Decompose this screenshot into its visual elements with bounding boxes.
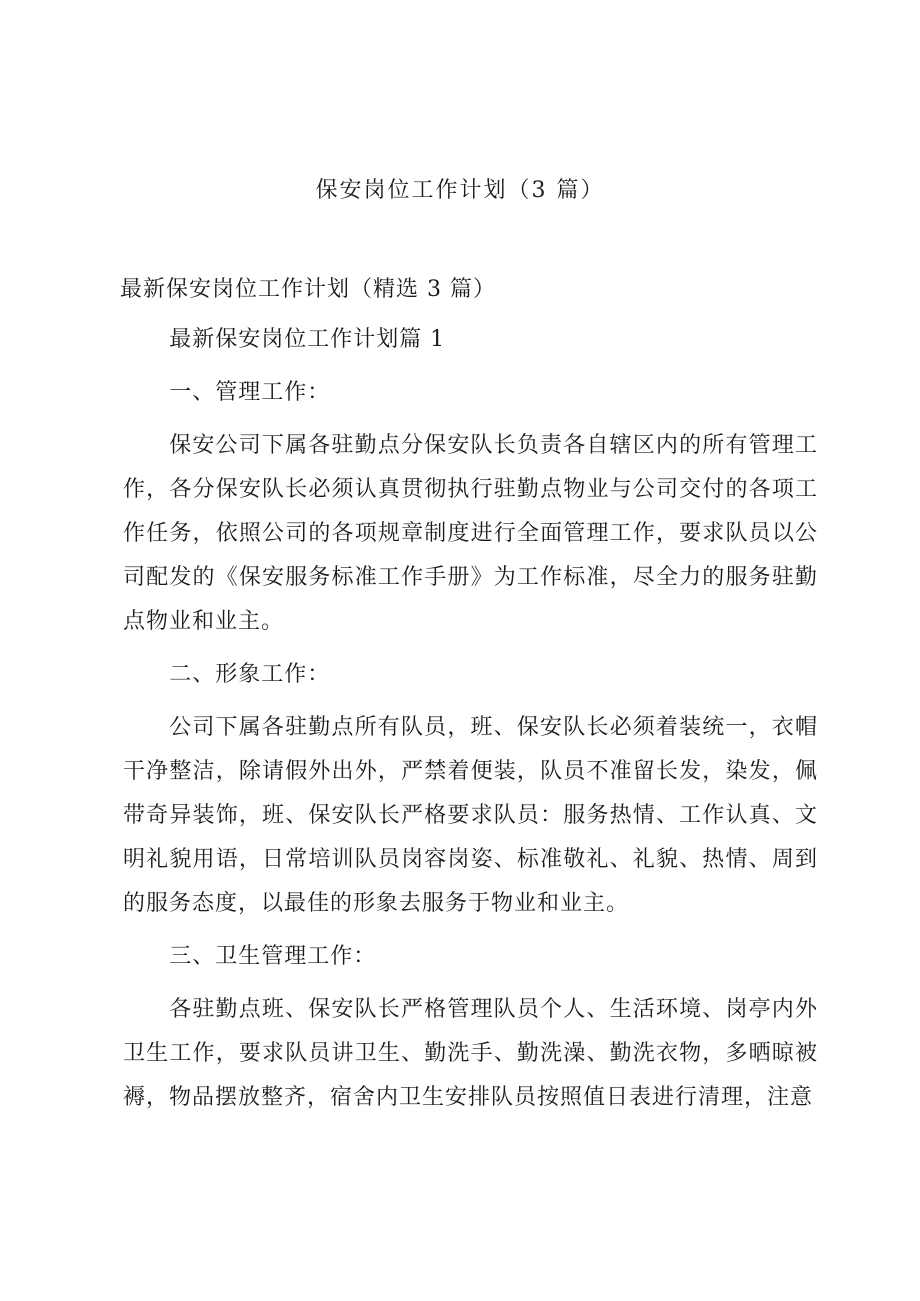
document-title: 保安岗位工作计划（3 篇） [315, 178, 605, 203]
section-title: 最新保安岗位工作计划篇 1 [169, 327, 446, 352]
heading-hygiene: 三、卫生管理工作： [169, 944, 377, 969]
document-subtitle: 最新保安岗位工作计划（精选 3 篇） [120, 277, 496, 302]
document-body [123, 318, 818, 1129]
paragraph-management: 保安公司下属各驻勤点分保安队长负责各自辖区内的所有管理工作，各分保安队长必须认真贯彻执行驻勤点物业与公司交付的各项工作任务，依照公司的各项规章制度进行全面管理工作，要求队员以公司配发的《保安服务标准工作手册》为工作标准，尽全力的服务驻勤点物业和业主。 [123, 433, 818, 634]
heading-image: 二、形象工作： [169, 662, 331, 687]
paragraph-hygiene: 各驻勤点班、保安队长严格管理队员个人、生活环境、岗亭内外卫生工作，要求队员讲卫生、勤洗手、勤洗澡、勤洗衣物，多晒晾被褥，物品摆放整齐，宿舍内卫生安排队员按照值日表进行清理，注意 [123, 997, 818, 1110]
heading-management: 一、管理工作： [169, 380, 331, 405]
paragraph-image: 公司下属各驻勤点所有队员，班、保安队长必须着装统一，衣帽干净整洁，除请假外出外，严禁着便装，队员不准留长发，染发，佩带奇异装饰，班、保安队长严格要求队员：服务热情、工作认真、文明礼貌用语，日常培训队员岗容岗姿、标准敬礼、礼貌、热情、周到的服务态度，以最佳的形象去服务于物业和业主。 [123, 715, 818, 916]
